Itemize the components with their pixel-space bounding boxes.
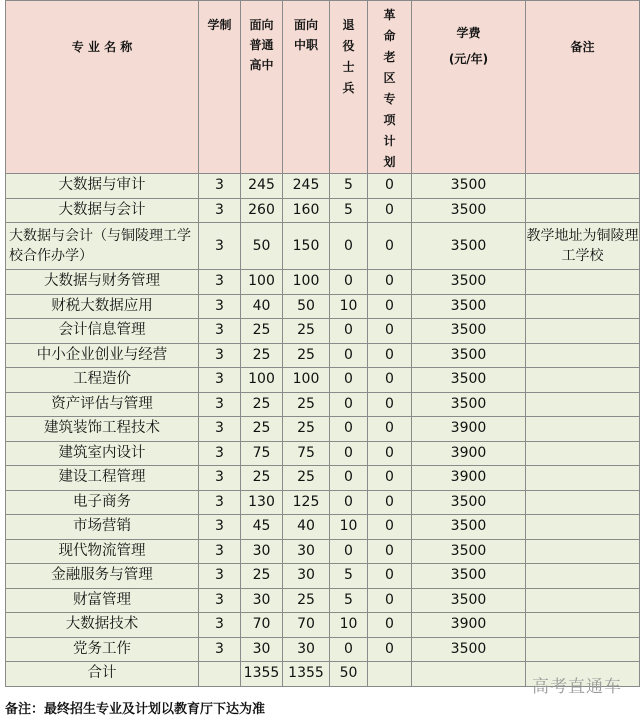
table-row <box>6 392 640 417</box>
table-row <box>6 588 640 613</box>
cell-note <box>526 270 640 295</box>
table-row <box>6 319 640 344</box>
table-body <box>6 174 640 687</box>
cell-vocational: 1355 <box>283 662 330 687</box>
cell-vocational: 30 <box>283 564 330 589</box>
cell-fee: 3500 <box>412 343 526 368</box>
cell-fee: 3500 <box>412 588 526 613</box>
cell-veterans: 5 <box>330 588 368 613</box>
cell-veterans: 0 <box>330 441 368 466</box>
table-row <box>6 343 640 368</box>
cell-old-area: 0 <box>368 515 412 540</box>
cell-years: 3 <box>199 198 241 223</box>
cell-fee: 3500 <box>412 490 526 515</box>
cell-name: 大数据与会计 <box>6 198 199 223</box>
cell-general: 260 <box>241 198 283 223</box>
cell-note <box>526 466 640 491</box>
cell-veterans: 10 <box>330 294 368 319</box>
cell-old-area: 0 <box>368 466 412 491</box>
cell-fee: 3900 <box>412 613 526 638</box>
cell-name: 合计 <box>6 662 199 687</box>
cell-general: 30 <box>241 637 283 662</box>
cell-general: 100 <box>241 368 283 393</box>
cell-old-area: 0 <box>368 270 412 295</box>
cell-years: 3 <box>199 490 241 515</box>
table-row <box>6 564 640 589</box>
cell-note <box>526 368 640 393</box>
cell-note <box>526 319 640 344</box>
cell-fee: 3500 <box>412 270 526 295</box>
cell-veterans: 0 <box>330 466 368 491</box>
cell-veterans: 5 <box>330 198 368 223</box>
cell-old-area: 0 <box>368 637 412 662</box>
cell-fee: 3500 <box>412 198 526 223</box>
cell-note <box>526 637 640 662</box>
header-name: 专 业 名 称 <box>6 1 199 174</box>
cell-fee: 3500 <box>412 515 526 540</box>
cell-veterans: 50 <box>330 662 368 687</box>
cell-veterans: 0 <box>330 319 368 344</box>
header-fee <box>412 1 526 174</box>
cell-old-area: 0 <box>368 417 412 442</box>
cell-vocational: 100 <box>283 368 330 393</box>
cell-vocational: 30 <box>283 539 330 564</box>
cell-veterans: 0 <box>330 490 368 515</box>
watermark: 高考直通车 <box>532 677 622 697</box>
cell-old-area: 0 <box>368 223 412 270</box>
header-old-area: 革命老区专项计划 <box>368 1 412 174</box>
cell-old-area: 0 <box>368 441 412 466</box>
cell-name: 大数据技术 <box>6 613 199 638</box>
cell-note <box>526 515 640 540</box>
cell-old-area: 0 <box>368 564 412 589</box>
table-row <box>6 539 640 564</box>
cell-vocational: 245 <box>283 174 330 199</box>
cell-years: 3 <box>199 319 241 344</box>
table-row <box>6 466 640 491</box>
cell-note <box>526 588 640 613</box>
cell-old-area: 0 <box>368 392 412 417</box>
cell-years: 3 <box>199 515 241 540</box>
enrollment-plan-table-container <box>5 0 639 687</box>
table-row <box>6 368 640 393</box>
cell-vocational: 125 <box>283 490 330 515</box>
cell-old-area: 0 <box>368 198 412 223</box>
cell-fee: 3500 <box>412 319 526 344</box>
table-row <box>6 174 640 199</box>
cell-veterans: 10 <box>330 515 368 540</box>
cell-years: 3 <box>199 466 241 491</box>
cell-vocational: 25 <box>283 466 330 491</box>
cell-name: 现代物流管理 <box>6 539 199 564</box>
cell-fee: 3500 <box>412 637 526 662</box>
cell-years: 3 <box>199 417 241 442</box>
table-row <box>6 270 640 295</box>
header-note: 备注 <box>526 1 640 174</box>
cell-note: 教学地址为铜陵理工学校 <box>526 223 640 270</box>
cell-general: 40 <box>241 294 283 319</box>
cell-old-area: 0 <box>368 294 412 319</box>
cell-old-area: 0 <box>368 588 412 613</box>
cell-veterans: 0 <box>330 417 368 442</box>
cell-note <box>526 490 640 515</box>
cell-name: 党务工作 <box>6 637 199 662</box>
cell-name: 大数据与会计（与铜陵理工学校合作办学） <box>6 223 199 270</box>
cell-old-area: 0 <box>368 174 412 199</box>
cell-fee: 3500 <box>412 223 526 270</box>
cell-general: 75 <box>241 441 283 466</box>
header-years: 学制 <box>199 1 241 174</box>
cell-years: 3 <box>199 343 241 368</box>
cell-note <box>526 174 640 199</box>
enrollment-plan-table <box>5 0 640 687</box>
cell-vocational: 100 <box>283 270 330 295</box>
cell-vocational: 150 <box>283 223 330 270</box>
cell-veterans: 10 <box>330 613 368 638</box>
cell-note <box>526 613 640 638</box>
cell-veterans: 0 <box>330 392 368 417</box>
table-row <box>6 417 640 442</box>
cell-note <box>526 539 640 564</box>
header-veterans: 退役士兵 <box>330 1 368 174</box>
table-row <box>6 490 640 515</box>
cell-years: 3 <box>199 368 241 393</box>
cell-fee: 3500 <box>412 539 526 564</box>
cell-years: 3 <box>199 294 241 319</box>
cell-years: 3 <box>199 588 241 613</box>
cell-general: 100 <box>241 270 283 295</box>
cell-old-area: 0 <box>368 319 412 344</box>
cell-old-area: 0 <box>368 490 412 515</box>
cell-general: 25 <box>241 343 283 368</box>
header-fee-unit: (元/年) <box>448 52 489 66</box>
cell-fee: 3500 <box>412 564 526 589</box>
cell-note <box>526 564 640 589</box>
cell-old-area: 0 <box>368 368 412 393</box>
cell-veterans: 0 <box>330 223 368 270</box>
cell-general: 30 <box>241 588 283 613</box>
cell-name: 资产评估与管理 <box>6 392 199 417</box>
cell-note <box>526 392 640 417</box>
cell-veterans: 0 <box>330 637 368 662</box>
cell-years: 3 <box>199 270 241 295</box>
cell-note <box>526 441 640 466</box>
cell-name: 中小企业创业与经营 <box>6 343 199 368</box>
table-row <box>6 613 640 638</box>
cell-note <box>526 294 640 319</box>
cell-veterans: 0 <box>330 343 368 368</box>
header-vocational: 面向中职 <box>283 1 330 174</box>
cell-note <box>526 198 640 223</box>
cell-fee: 3500 <box>412 392 526 417</box>
cell-old-area: 0 <box>368 343 412 368</box>
table-row <box>6 294 640 319</box>
cell-veterans: 0 <box>330 270 368 295</box>
cell-name: 大数据与财务管理 <box>6 270 199 295</box>
table-row <box>6 198 640 223</box>
cell-name: 财富管理 <box>6 588 199 613</box>
cell-note <box>526 343 640 368</box>
cell-vocational: 25 <box>283 319 330 344</box>
table-row <box>6 223 640 270</box>
cell-vocational: 70 <box>283 613 330 638</box>
cell-name: 市场营销 <box>6 515 199 540</box>
cell-general: 25 <box>241 392 283 417</box>
cell-years: 3 <box>199 613 241 638</box>
cell-old-area <box>368 662 412 687</box>
cell-vocational: 30 <box>283 637 330 662</box>
cell-vocational: 25 <box>283 343 330 368</box>
cell-name: 电子商务 <box>6 490 199 515</box>
cell-old-area: 0 <box>368 539 412 564</box>
cell-veterans: 0 <box>330 368 368 393</box>
cell-general: 30 <box>241 539 283 564</box>
cell-general: 25 <box>241 417 283 442</box>
cell-veterans: 5 <box>330 564 368 589</box>
cell-name: 工程造价 <box>6 368 199 393</box>
footer-note: 备注：最终招生专业及计划以教育厅下达为准 <box>5 702 266 717</box>
cell-veterans: 5 <box>330 174 368 199</box>
header-general: 面向普通高中 <box>241 1 283 174</box>
table-row <box>6 515 640 540</box>
cell-vocational: 50 <box>283 294 330 319</box>
cell-fee: 3900 <box>412 417 526 442</box>
cell-name: 建筑装饰工程技术 <box>6 417 199 442</box>
cell-vocational: 25 <box>283 392 330 417</box>
cell-vocational: 25 <box>283 588 330 613</box>
header-fee-label: 学费 <box>456 26 481 40</box>
cell-years <box>199 662 241 687</box>
cell-vocational: 40 <box>283 515 330 540</box>
cell-fee: 3900 <box>412 466 526 491</box>
cell-years: 3 <box>199 637 241 662</box>
cell-years: 3 <box>199 539 241 564</box>
cell-general: 50 <box>241 223 283 270</box>
cell-name: 会计信息管理 <box>6 319 199 344</box>
cell-general: 25 <box>241 564 283 589</box>
cell-vocational: 25 <box>283 417 330 442</box>
cell-fee <box>412 662 526 687</box>
cell-general: 25 <box>241 466 283 491</box>
cell-veterans: 0 <box>330 539 368 564</box>
cell-name: 财税大数据应用 <box>6 294 199 319</box>
cell-fee: 3500 <box>412 174 526 199</box>
table-row <box>6 441 640 466</box>
cell-fee: 3500 <box>412 294 526 319</box>
cell-general: 245 <box>241 174 283 199</box>
cell-general: 70 <box>241 613 283 638</box>
cell-years: 3 <box>199 223 241 270</box>
cell-vocational: 75 <box>283 441 330 466</box>
cell-years: 3 <box>199 392 241 417</box>
cell-years: 3 <box>199 441 241 466</box>
table-row <box>6 637 640 662</box>
cell-general: 45 <box>241 515 283 540</box>
cell-fee: 3500 <box>412 368 526 393</box>
cell-fee: 3900 <box>412 441 526 466</box>
cell-vocational: 160 <box>283 198 330 223</box>
cell-old-area: 0 <box>368 613 412 638</box>
cell-name: 建筑室内设计 <box>6 441 199 466</box>
cell-name: 金融服务与管理 <box>6 564 199 589</box>
cell-general: 1355 <box>241 662 283 687</box>
cell-years: 3 <box>199 174 241 199</box>
cell-years: 3 <box>199 564 241 589</box>
cell-note <box>526 417 640 442</box>
cell-name: 大数据与审计 <box>6 174 199 199</box>
cell-general: 130 <box>241 490 283 515</box>
cell-name: 建设工程管理 <box>6 466 199 491</box>
cell-general: 25 <box>241 319 283 344</box>
header-row <box>6 1 640 174</box>
